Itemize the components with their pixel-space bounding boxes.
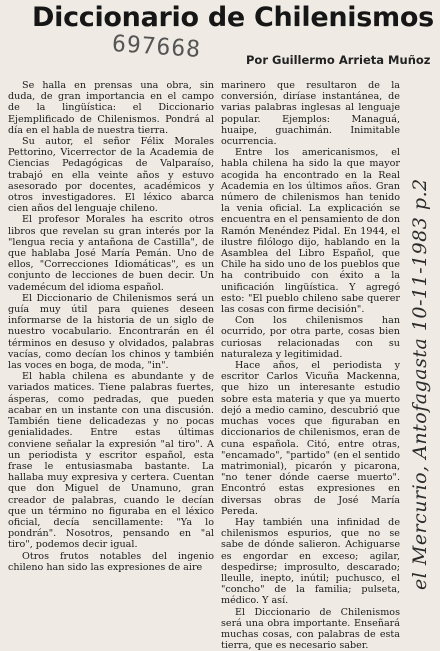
paragraph: Hace años, el periodista y escritor Carlos Vicuña Mackenna, que hizo un interesante estudio sobre esta materia y que ya muerto dejó a medio camino, descubrió que muchas voces que figuraban en diccionarios de chilenismos, eran de cuna española. Citó, entre otras, "encamado", "partido" (en el sentido matrimonial), picarón y picarona, "no tener dónde caerse muerto". Encontró estas expresiones en diversas obras de José María Pereda. <box>221 360 400 517</box>
paragraph: Se halla en prensas una obra, sin duda, de gran importancia en el campo de la lingüística: el Diccionario Ejemplificado de Chilenismos. Pondrá al día en el habla de nuestra tierra. <box>8 80 214 136</box>
left-column <box>8 80 214 598</box>
paragraph: Hay también una infinidad de chilenismos espurios, que no se sabe de dónde salieron. Achiguarse es engordar en exceso; agilar, despedirse; improsulto, descarado; lleulle, inepto, inútil; puchusco, el "concho" de la familia; pulseta, médico. Y así. <box>221 516 400 607</box>
right-column <box>221 80 400 651</box>
paragraph: marinero que resultaron de la conversión, diríase instantánea, de varias palabras inglesas al lenguaje popular. Ejemplos: Managuá, huaipe, guachimán. Inimitable ocurrencia. <box>221 80 400 148</box>
paragraph: Su autor, el señor Félix Morales Pettorino, Vicerrector de la Academia de Ciencias Pedagógicas de Valparaíso, trabajó en ella veinte años y estuvo asesorado por docentes, académicos y otros investigadores. El léxico abarca cien años del lenguaje chileno. <box>8 136 214 215</box>
paragraph: Con los chilenismos han ocurrido, por otra parte, cosas bien curiosas relacionadas con su naturaleza y legitimidad. <box>221 315 400 360</box>
handwritten-source-note: el Mercurio, Antofagasta 10-11-1983 p.2 <box>409 178 431 590</box>
article-title: Diccionario de Chilenismos <box>32 2 434 33</box>
paragraph: Otros frutos notables del ingenio chileno han sido las expresiones de aire <box>8 550 214 573</box>
paragraph: El Diccionario de Chilenismos será una obra importante. Enseñará muchas cosas, con palabras de esta tierra, que es necesario saber. <box>221 606 400 651</box>
paragraph: El profesor Morales ha escrito otros libros que revelan su gran interés por la "lengua recia y antañona de Castilla", de que hablaba José María Pemán. Uno de ellos, "Correcciones Idiomáticas", es un conjunto de lecciones de buen decir. Un vademécum del idioma español. <box>8 214 214 293</box>
paragraph: El Diccionario de Chilenismos será un guía muy útil para quienes deseen informarse de la historia de un siglo de nuestro vocabulario. Encontrarán en él términos en desuso y olvidados, palabras vacías, como decían los chinos y también las voces en boga, de moda, "in". <box>8 292 214 372</box>
paragraph: Entre los americanismos, el habla chilena ha sido la que mayor acogida ha encontrado en la Real Academia en los últimos años. Gran número de chilenismos han tenido la venia oficial. La explicación se encuentra en el pensamiento de don Ramón Menéndez Pidal. En 1944, el ilustre filólogo dijo, hablando en la Asamblea del Libro Español, que Chile ha sido uno de los pueblos que ha contribuido con éxito a la unificación lingüística. Y agregó esto: "El pueblo chileno sabe querer las cosas con firme decisión". <box>221 147 400 316</box>
catalog-number: 697668 <box>111 30 202 64</box>
paragraph: El habla chilena es abundante y de variados matices. Tiene palabras fuertes, ásperas, como pedradas, que pueden acabar en un instante con una discusión. También tiene delicadezas y no pocas genialidades. Entre estas últimas conviene señalar la expresión "al tiro". A un periodista y escritor español, esta frase le entusiasmaba bastante. La hallaba muy expresiva y certera. Cuentan que don Miguel de Unamuno, gran creador de palabras, cuando le decían que un término no figuraba en el léxico oficial, decía sencillamente: "Ya lo pondrán". Nosotros, pensando en "al tiro", podemos decir igual. <box>8 371 214 551</box>
article-byline: Por Guillermo Arrieta Muñoz <box>246 53 431 67</box>
